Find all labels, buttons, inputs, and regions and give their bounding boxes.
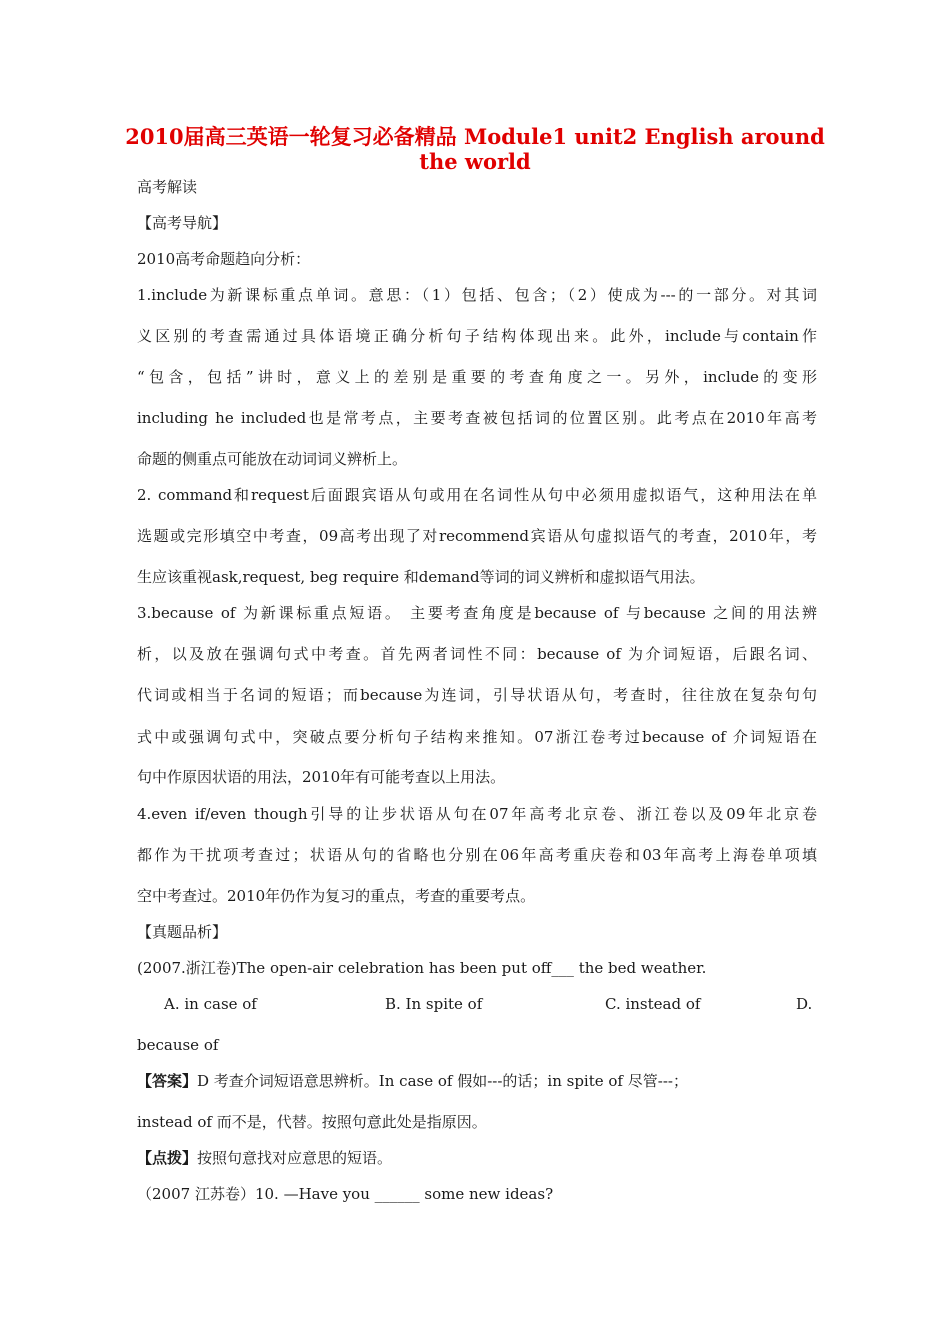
option-a: A. in case of — [164, 995, 257, 1013]
question-1-stem: (2007.浙江卷)The open-air celebration has been put off___ the bed weather. — [137, 959, 707, 977]
paragraph-4-line: 都作为干扰项考查过；状语从句的省略也分别在06年高考重庆卷和03年高考上海卷单项填 — [137, 846, 817, 864]
label-text: D 考查介词短语意思辨析。In case of 假如---的话；in spite of 尽管---； — [197, 1072, 688, 1090]
paragraph-1-line: 义区别的考查需通过具体语境正确分析句子结构体现出来。此外，include与contain作 — [137, 327, 817, 345]
paragraph-1-line: including he included也是常考点，主要考查被包括词的位置区别。此考点在2010年高考 — [137, 409, 817, 427]
label-text: 按照句意找对应意思的短语。 — [197, 1149, 393, 1167]
paragraph-2-line: 生应该重视ask,request, beg require 和demand等词的词义辨析和虚拟语气用法。 — [137, 568, 705, 586]
paragraph-4-line: 4.even if/even though引导的让步状语从句在07年高考北京卷、浙江卷以及09年北京卷 — [137, 805, 817, 823]
option-b: B. In spite of — [385, 995, 483, 1013]
paragraph-3-line: 代词或相当于名词的短语；而because为连词，引导状语从句，考查时，往往放在复杂句句 — [137, 686, 817, 704]
section-heading-gaokao-daohang: 【高考导航】 — [137, 214, 228, 232]
intro-line: 2010高考命题趋向分析： — [137, 250, 311, 268]
paragraph-3-line: 式中或强调句式中，突破点要分析句子结构来推知。07浙江卷考过because of 介词短语在 — [137, 728, 817, 746]
paragraph-3-line: 析，以及放在强调句式中考查。首先两者词性不同：because of 为介词短语，后跟名词、 — [137, 645, 817, 663]
title-line-2: the world — [419, 149, 531, 174]
paragraph-1-line: 命题的侧重点可能放在动词词义辨析上。 — [137, 450, 408, 468]
paragraph-1-line: “包含，包括”讲时，意义上的差别是重要的考查角度之一。另外，include的变形 — [137, 368, 817, 386]
section-heading-zhenti-pinxi: 【真题品析】 — [137, 923, 228, 941]
option-d: D. — [796, 995, 813, 1013]
answer-line — [137, 1071, 817, 1091]
bracket-label: 【点拨】 — [137, 1149, 198, 1167]
question-2-stem: （2007 江苏卷）10. —Have you ______ some new ideas? — [137, 1185, 554, 1203]
option-c: C. instead of — [605, 995, 701, 1013]
bracket-label: 【答案】 — [137, 1072, 198, 1090]
paragraph-3-line: 3.because of 为新课标重点短语。 主要考查角度是because of 与because 之间的用法辨 — [137, 604, 817, 622]
section-heading-gaokao-jiedu: 高考解读 — [137, 178, 198, 196]
paragraph-2-line: 选题或完形填空中考查，09高考出现了对recommend宾语从句虚拟语气的考查，2010年，考 — [137, 527, 817, 545]
tip-line — [137, 1148, 817, 1168]
option-d-continuation: because of — [137, 1036, 219, 1054]
paragraph-4-line: 空中考查过。2010年仍作为复习的重点，考查的重要考点。 — [137, 887, 536, 905]
answer-line: instead of 而不是，代替。按照句意此处是指原因。 — [137, 1113, 487, 1131]
paragraph-1-line: 1.include为新课标重点单词。意思：（1）包括、包含；（2）使成为---的一部分。对其词 — [137, 286, 817, 304]
paragraph-2-line: 2. command和request后面跟宾语从句或用在名词性从句中必须用虚拟语气，这种用法在单 — [137, 486, 817, 504]
document-title — [120, 124, 830, 174]
paragraph-3-line: 句中作原因状语的用法，2010年有可能考查以上用法。 — [137, 768, 506, 786]
title-line-1: 2010届高三英语一轮复习必备精品 Module1 unit2 English around — [125, 124, 825, 149]
